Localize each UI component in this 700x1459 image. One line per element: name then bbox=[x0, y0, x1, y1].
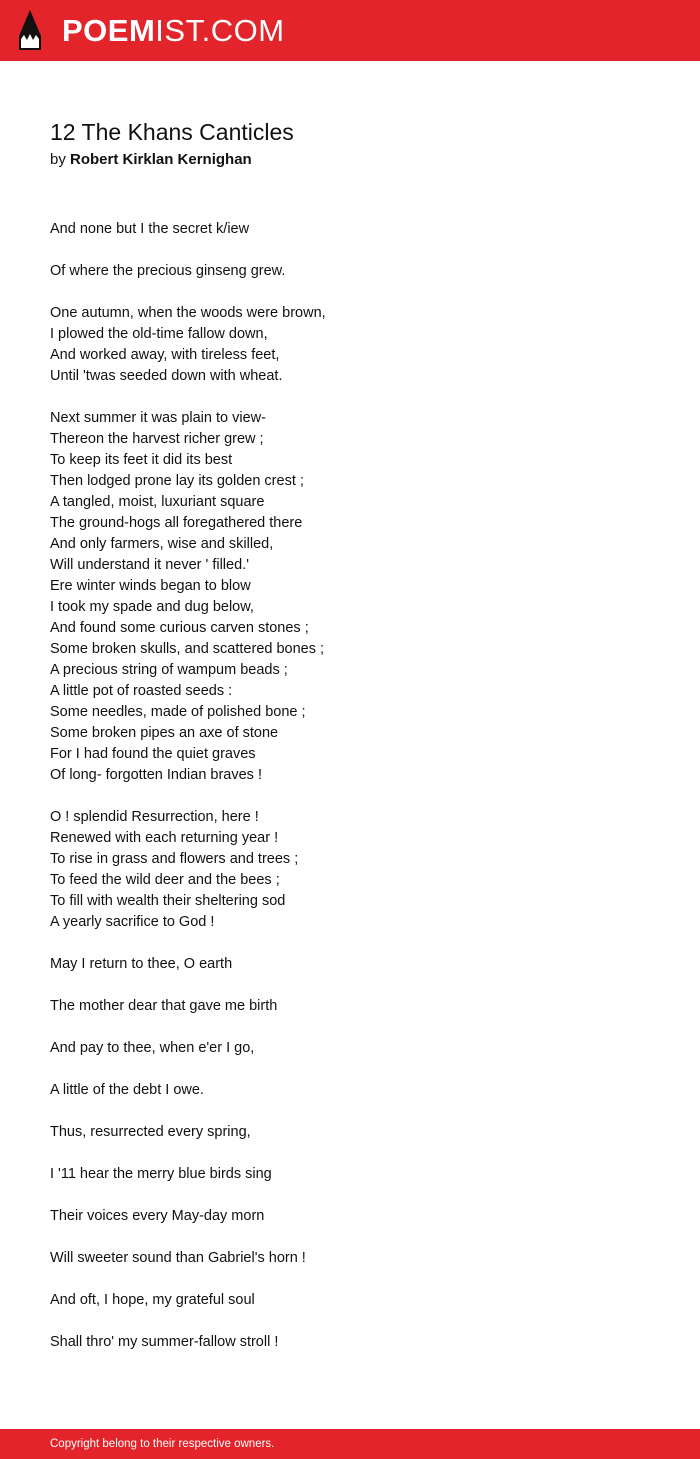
poem-stanza bbox=[50, 1332, 650, 1353]
copyright-text: Copyright belong to their respective owners. bbox=[50, 1438, 275, 1450]
poem-line: A precious string of wampum beads ; bbox=[50, 662, 288, 678]
poem-line: Some broken pipes an axe of stone bbox=[50, 725, 279, 741]
poem-stanza bbox=[50, 219, 650, 240]
poem-line: Some needles, made of polished bone ; bbox=[50, 704, 306, 720]
by-label: by bbox=[50, 151, 66, 168]
poem-line: To rise in grass and flowers and trees ; bbox=[50, 851, 299, 867]
logo-bold-text: POEM bbox=[62, 13, 156, 48]
poem-line: Their voices every May-day morn bbox=[50, 1208, 265, 1224]
poem-line: Will sweeter sound than Gabriel's horn ! bbox=[50, 1250, 306, 1266]
poem-line: And only farmers, wise and skilled, bbox=[50, 536, 274, 552]
poem-stanza bbox=[50, 954, 650, 975]
poem-line: Of where the precious ginseng grew. bbox=[50, 263, 286, 279]
poem-line: The ground-hogs all foregathered there bbox=[50, 515, 303, 531]
logo-light-text: IST.COM bbox=[155, 13, 285, 48]
poem-line: And oft, I hope, my grateful soul bbox=[50, 1292, 255, 1308]
poem-line: A little of the debt I owe. bbox=[50, 1082, 204, 1098]
site-header bbox=[0, 0, 700, 61]
site-logo[interactable] bbox=[62, 12, 285, 50]
poem-line: For I had found the quiet graves bbox=[50, 746, 256, 762]
poem-stanza bbox=[50, 1038, 650, 1059]
poem-line: Thus, resurrected every spring, bbox=[50, 1124, 251, 1140]
poem-line: O ! splendid Resurrection, here ! bbox=[50, 809, 259, 825]
poem-title: 12 The Khans Canticles bbox=[50, 119, 294, 145]
poem-line: To fill with wealth their sheltering sod bbox=[50, 893, 286, 909]
poem-line: A little pot of roasted seeds : bbox=[50, 683, 233, 699]
poem-line: Will understand it never ' filled.' bbox=[50, 557, 249, 573]
poem-line: To keep its feet it did its best bbox=[50, 452, 233, 468]
poem-line: Ere winter winds began to blow bbox=[50, 578, 251, 594]
poem-stanza bbox=[50, 807, 650, 933]
poem-line: Renewed with each returning year ! bbox=[50, 830, 279, 846]
poem-stanza bbox=[50, 408, 650, 786]
poem-stanza bbox=[50, 1164, 650, 1185]
poem-line: A yearly sacrifice to God ! bbox=[50, 914, 215, 930]
poem-stanza bbox=[50, 1206, 650, 1227]
poem-line: One autumn, when the woods were brown, bbox=[50, 305, 326, 321]
poem-heading bbox=[50, 117, 650, 170]
poem-line: And none but I the secret k/iew bbox=[50, 221, 250, 237]
poem-stanza bbox=[50, 1248, 650, 1269]
poem-line: A tangled, moist, luxuriant square bbox=[50, 494, 265, 510]
poem-stanza bbox=[50, 996, 650, 1017]
poem-stanza bbox=[50, 1122, 650, 1143]
poem-line: Then lodged prone lay its golden crest ; bbox=[50, 473, 304, 489]
poem-line: I took my spade and dug below, bbox=[50, 599, 254, 615]
poem-line: The mother dear that gave me birth bbox=[50, 998, 278, 1014]
poem-line: And found some curious carven stones ; bbox=[50, 620, 309, 636]
poem-stanza bbox=[50, 1080, 650, 1101]
poem-line: I '11 hear the merry blue birds sing bbox=[50, 1166, 272, 1182]
poem-body bbox=[50, 219, 650, 1374]
poem-line: And pay to thee, when e'er I go, bbox=[50, 1040, 255, 1056]
poem-stanza bbox=[50, 261, 650, 282]
poem-line: And worked away, with tireless feet, bbox=[50, 347, 280, 363]
poem-line: Some broken skulls, and scattered bones ; bbox=[50, 641, 325, 657]
poem-line: Of long- forgotten Indian braves ! bbox=[50, 767, 262, 783]
poem-line: I plowed the old-time fallow down, bbox=[50, 326, 268, 342]
pencil-tip-icon bbox=[18, 10, 42, 52]
poem-line: Next summer it was plain to view- bbox=[50, 410, 266, 426]
poem-line: To feed the wild deer and the bees ; bbox=[50, 872, 280, 888]
poem-line: Until 'twas seeded down with wheat. bbox=[50, 368, 283, 384]
poem-stanza bbox=[50, 303, 650, 387]
poem-line: May I return to thee, O earth bbox=[50, 956, 233, 972]
poem-line: Shall thro' my summer-fallow stroll ! bbox=[50, 1334, 279, 1350]
author-name: Robert Kirklan Kernighan bbox=[70, 151, 252, 168]
poem-line: Thereon the harvest richer grew ; bbox=[50, 431, 264, 447]
site-footer bbox=[0, 1429, 700, 1459]
poem-stanza bbox=[50, 1290, 650, 1311]
byline bbox=[50, 150, 650, 170]
